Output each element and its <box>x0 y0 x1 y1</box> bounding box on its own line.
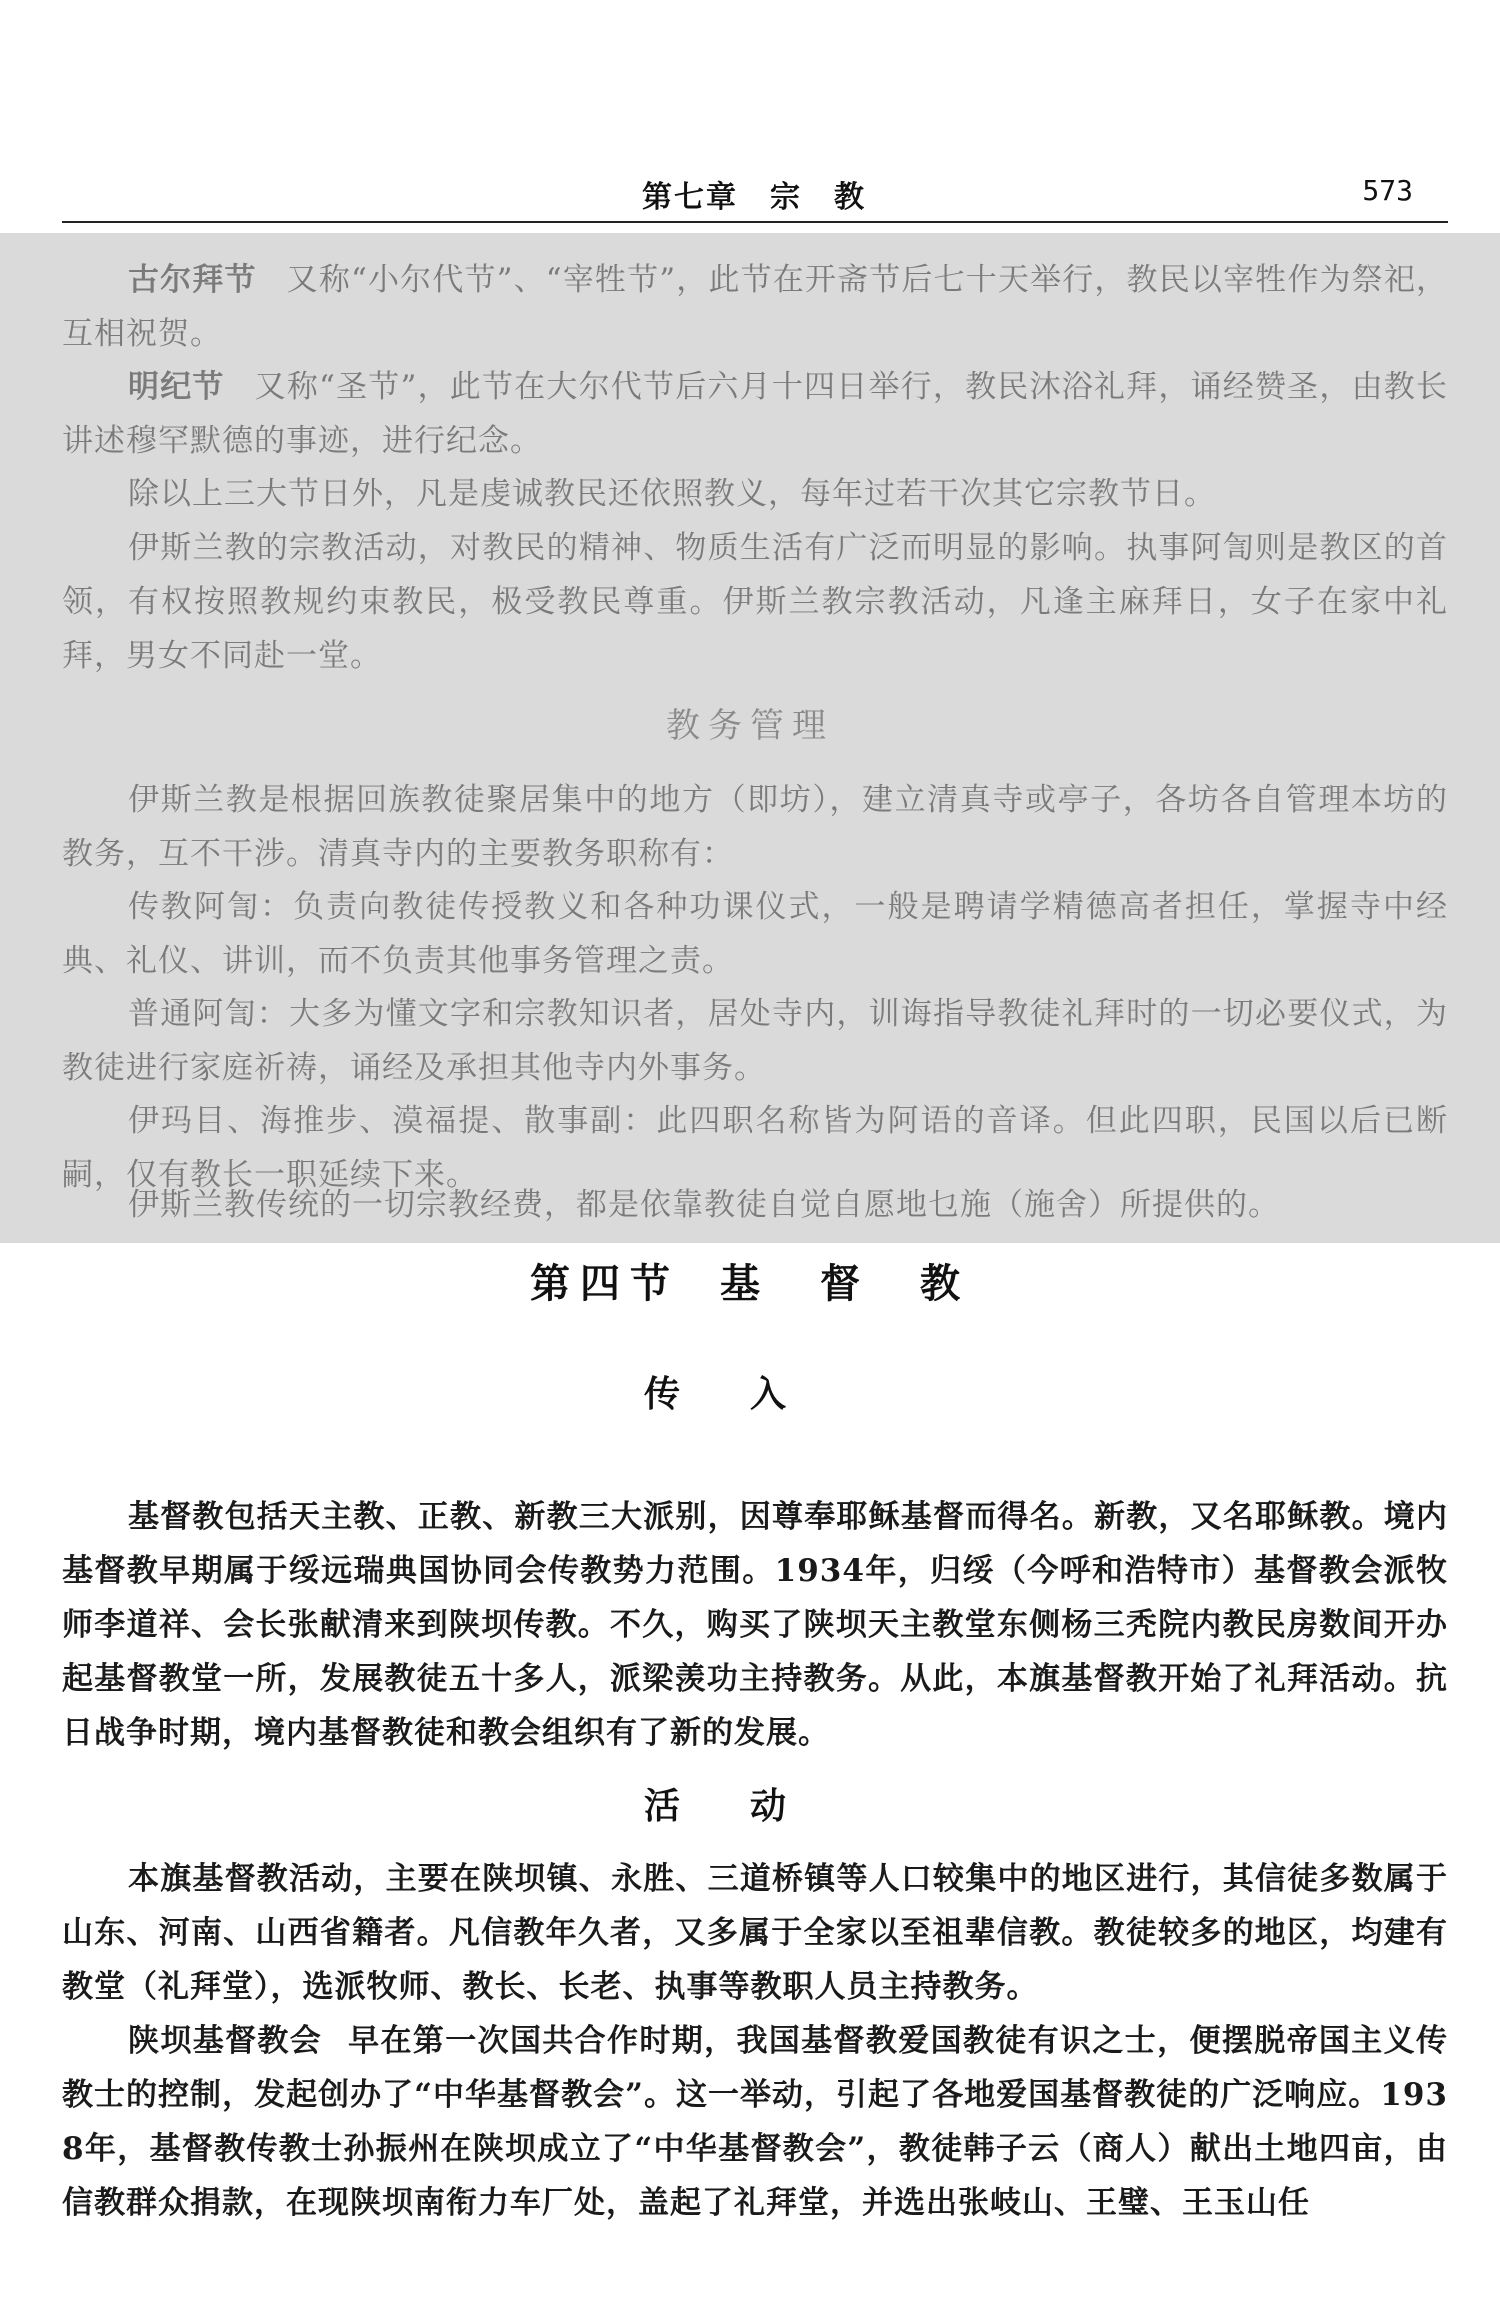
paragraph-mingji-festival <box>62 360 1448 468</box>
term-label: 古尔拜节 <box>128 262 257 298</box>
paragraph-activities: 本旗基督教活动，主要在陕坝镇、永胜、三道桥镇等人口较集中的地区进行，其信徒多数属于山东、河南、山西省籍者。凡信教年久者，又多属于全家以至祖辈信教。教徒较多的地区，均建有教堂（礼拜堂），选派牧师、教长、长老、执事等教职人员主持教务。 <box>62 1861 1448 2005</box>
chapter-title: 第七章 宗 教 <box>642 180 866 215</box>
paragraph-mosque-system: 伊斯兰教是根据回族教徒聚居集中的地方（即坊），建立清真寺或亭子，各坊各自管理本坊的教务，互不干涉。清真寺内的主要教务职称有： <box>62 782 1448 872</box>
heading-introduction: 传入 <box>643 1373 856 1415</box>
section-title: 基 督 教 <box>720 1260 970 1307</box>
paragraph-religious-activity: 伊斯兰教的宗教活动，对教民的精神、物质生活有广泛而明显的影响。执事阿訇则是教区的首领，有权按照教规约束教民，极受教民尊重。伊斯兰教宗教活动，凡逢主麻拜日，女子在家中礼拜，男女不同赴一堂。 <box>62 530 1448 674</box>
shaded-previous-section <box>0 233 1500 1243</box>
paragraph-introduction: 基督教包括天主教、正教、新教三大派别，因尊奉耶稣基督而得名。新教，又名耶稣教。境内基督教早期属于绥远瑞典国协同会传教势力范围。1934年，归绥（今呼和浩特市）基督教会派牧师李道祥、会长张献清来到陕坝传教。不久，购买了陕坝天主教堂东侧杨三秃院内教民房数间开办起基督教堂一所，发展教徒五十多人，派梁羡功主持教务。从此，本旗基督教开始了礼拜活动。抗日战争时期，境内基督教徒和教会组织有了新的发展。 <box>62 1499 1448 1751</box>
paragraph-preaching-ahong: 传教阿訇：负责向教徒传授教义和各种功课仪式，一般是聘请学精德高者担任，掌握寺中经典、礼仪、讲训，而不负责其他事务管理之责。 <box>62 889 1448 979</box>
running-header <box>62 160 1448 216</box>
heading-affairs-management: 教务管理 <box>666 706 834 746</box>
paragraph-gurbang-festival <box>62 253 1448 361</box>
paragraph-other-festivals: 除以上三大节日外，凡是虔诚教民还依照教义，每年过若干次其它宗教节日。 <box>128 476 1216 512</box>
header-rule <box>62 221 1448 223</box>
heading-activities: 活动 <box>643 1785 856 1827</box>
section-heading <box>0 1252 1500 1309</box>
term-label: 明纪节 <box>128 369 225 405</box>
paragraph-text: 早在第一次国共合作时期，我国基督教爱国教徒有识之士，便摆脱帝国主义传教士的控制，发起创办了“中华基督教会”。这一举动，引起了各地爱国基督教徒的广泛响应。1938年，基督教传教士孙振州在陕坝成立了“中华基督教会”，教徒韩子云（商人）献出土地四亩，由信教群众捐款，在现陕坝南衔力车厂处，盖起了礼拜堂，并选出张岐山、王璧、王玉山任 <box>62 2023 1448 2221</box>
paragraph-shanba-church <box>62 2014 1448 2230</box>
paragraph-ordinary-ahong: 普通阿訇：大多为懂文字和宗教知识者，居处寺内，训诲指导教徒礼拜时的一切必要仪式，为教徒进行家庭祈祷，诵经及承担其他寺内外事务。 <box>62 996 1448 1086</box>
paragraph-funding: 伊斯兰教传统的一切宗教经费，都是依靠教徒自觉自愿地乜施（施舍）所提供的。 <box>128 1187 1280 1223</box>
paragraph-four-positions: 伊玛目、海推步、漠福提、散事副：此四职名称皆为阿语的音译。但此四职，民国以后已断嗣，仅有教长一职延续下来。 <box>62 1103 1448 1193</box>
section-number: 第四节 <box>530 1260 680 1307</box>
term-label: 陕坝基督教会 <box>128 2023 323 2059</box>
paragraph-text: 又称“圣节”，此节在大尔代节后六月十四日举行，教民沐浴礼拜，诵经赞圣，由教长讲述穆罕默德的事迹，进行纪念。 <box>62 369 1448 459</box>
page-number: 573 <box>1362 174 1413 207</box>
paragraph-text: 又称“小尔代节”、“宰牲节”，此节在开斋节后七十天举行，教民以宰牲作为祭祀，互相祝贺。 <box>62 262 1449 352</box>
